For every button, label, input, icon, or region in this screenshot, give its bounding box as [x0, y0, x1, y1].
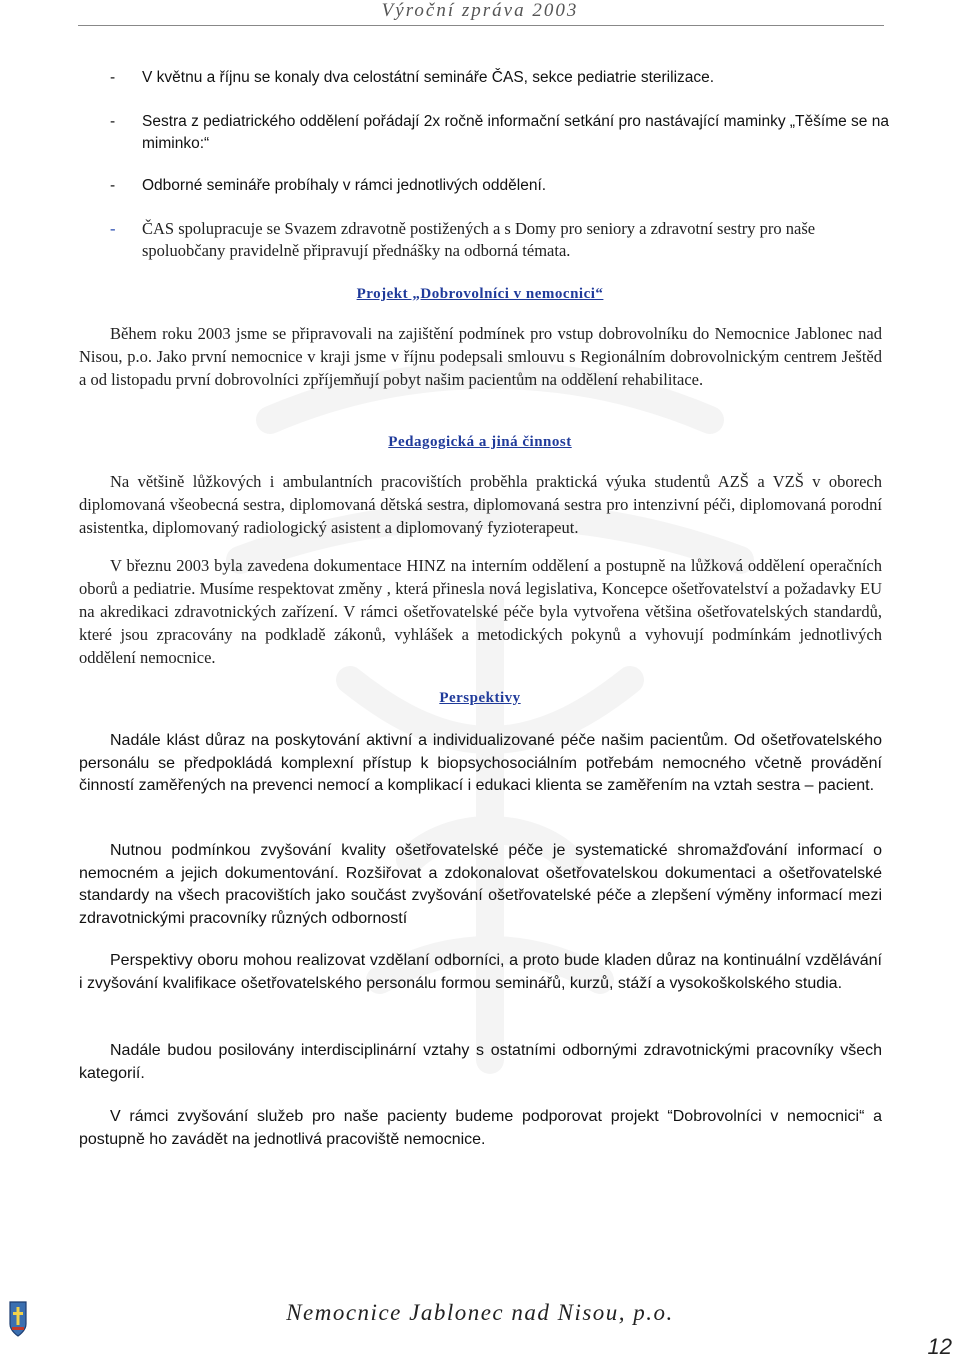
list-item [110, 175, 890, 197]
list-dash: - [110, 177, 116, 194]
section-heading-projekt: Projekt „Dobrovolníci v nemocnici“ [356, 286, 604, 302]
section-heading-pedagogicka: Pedagogická a jiná činnost [388, 434, 572, 450]
paragraph: V březnu 2003 byla zavedena dokumentace HINZ na interním oddělení a postupně na lůžková oddělení operačních oborů a pediatrie. Musíme respektovat změny , která přinesla nová legislativa, Koncepce ošetřovatelství a požadavky EU na akredikaci zdravotnických zařízení. V rámci ošetřovatelské péče byla vytvořena většina ošetřovatelských standardů, které jsou zpracovány na podkladě zákonů, vyhlášek a metodických pokynů a vyhovují podmínkám jednotlivých oddělení nemocnice. [79, 556, 882, 667]
paragraph: Nutnou podmínkou zvyšování kvality ošetřovatelské péče je systematické shromažďování informací o nemocném a jejich dokumentování. Rozšiřovat a zdokonalovat ošetřovatelskou dokumentaci a ošetřovatelské standardy na všech pracovištích jako součást zvyšování ošetřovatelské péče a zlepšení výměny informací mezi zdravotnickými pracovníky různých odborností [79, 842, 882, 927]
page-number: 12 [927, 1334, 952, 1359]
paragraph: Na většině lůžkových i ambulantních pracovištích proběhla praktická výuka studentů AZŠ a VZŠ v oborech diplomovaná všeobecná sestra, diplomovaná dětská sestra, diplomovaná sestra pro intenzivní péči, diplomovaná porodní asistentka, diplomovaný radiologický asistent a diplomovaný fyzioterapeut. [79, 472, 882, 537]
page-header-title: Výroční zpráva 2003 [381, 0, 579, 21]
list-item-text: ČAS spolupracuje se Svazem zdravotně postižených a s Domy pro seniory a zdravotní sestry pro naše spoluobčany pravidelně připravují přednášky na odborná témata. [142, 219, 816, 260]
list-dash: - [110, 113, 116, 130]
list-item-text: Sestra z pediatrického oddělení pořádají 2x ročně informační setkání pro nastávající maminky „Těšíme se na miminko:“ [142, 113, 889, 152]
list-item-text: V květnu a říjnu se konaly dva celostátní semináře ČAS, sekce pediatrie sterilizace. [142, 69, 715, 86]
list-item-text: Odborné semináře probíhaly v rámci jednotlivých oddělení. [142, 177, 547, 194]
header-divider [78, 25, 884, 26]
list-item [110, 67, 890, 89]
paragraph: Perspektivy oboru mohou realizovat vzdělaní odborníci, a proto bude kladen důraz na kontinuální vzdělávání i zvyšování kvalifikace ošetřovatelského personálu formou seminářů, kurzů, stáží a vysokoškolského studia. [79, 952, 882, 992]
list-dash: - [110, 69, 116, 86]
list-item [110, 218, 890, 262]
watermark-emblem-icon [150, 300, 830, 1120]
footer-title: Nemocnice Jablonec nad Nisou, p.o. [286, 1300, 674, 1325]
list-item [110, 111, 890, 155]
paragraph: Během roku 2003 jsme se připravovali na zajištění podmínek pro vstup dobrovolníku do Nemocnice Jablonec nad Nisou, p.o. Jako první nemocnice v kraji jsme v říjnu podepsali smlouvu s Regionálním dobrovolnickým centrem Ještěd a od listopadu první dobrovolníci zpříjemňují pobyt našim pacientům na oddělení rehabilitace. [79, 324, 882, 389]
paragraph: Nadále budou posilovány interdisciplinární vztahy s ostatními odbornými zdravotnickými pracovníky všech kategorií. [79, 1042, 882, 1082]
paragraph: V rámci zvyšování služeb pro naše pacienty budeme podporovat projekt “Dobrovolníci v nemocnici“ a postupně ho zavádět na jednotlivá pracoviště nemocnice. [79, 1108, 882, 1148]
paragraph: Nadále klást důraz na poskytování aktivní a individualizované péče našim pacientům. Od ošetřovatelského personálu se předpokládá komplexní přístup k biopsychosociálním potřebám nemocného včetně provádění činností zaměřených na prevenci nemocí a komplikací i edukaci klienta se zaměřením na vztah sestra – pacient. [79, 732, 882, 794]
list-dash: - [110, 219, 116, 238]
section-heading-perspektivy: Perspektivy [439, 690, 521, 706]
